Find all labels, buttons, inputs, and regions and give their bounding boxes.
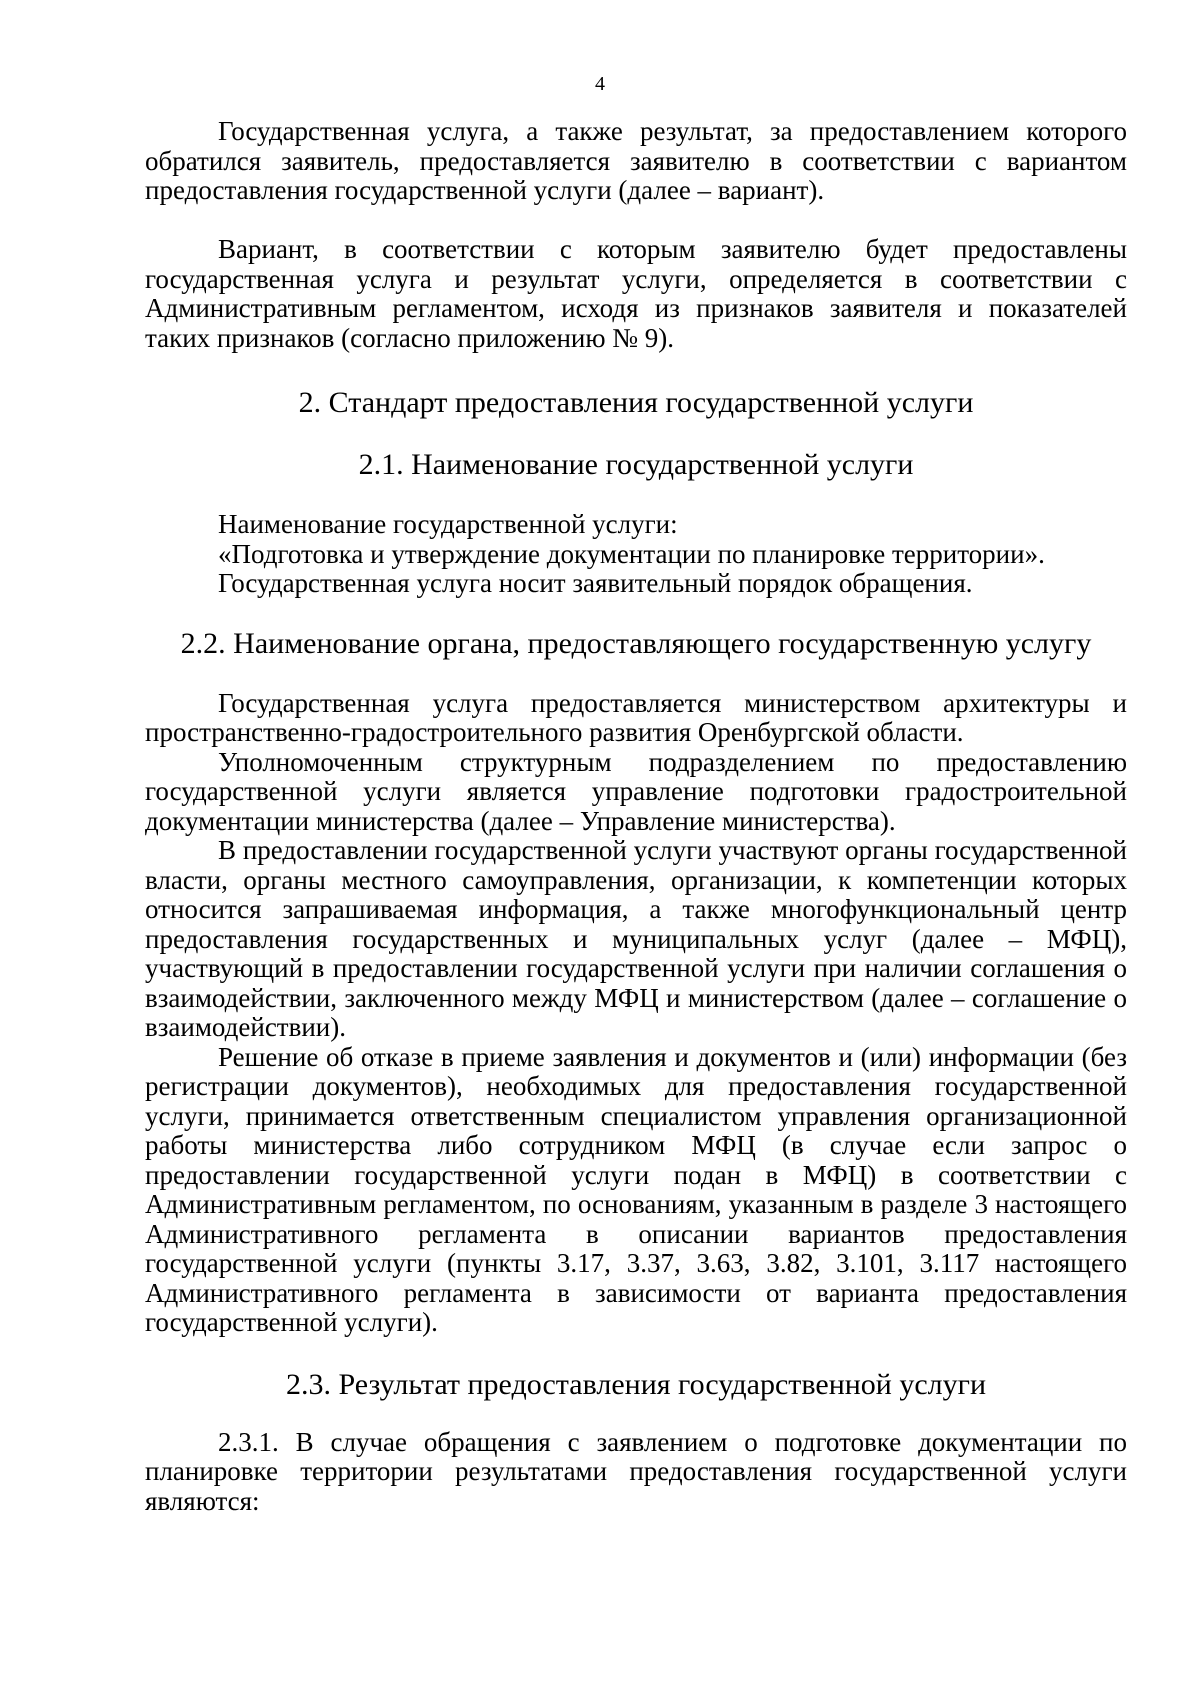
service-name-value: «Подготовка и утверждение документации по планировке территории».: [218, 538, 1045, 569]
paragraph: Государственная услуга, а также результат, за предоставлением которого обратился заявитель, предоставляется заявителю в соответствии с вариантом предоставления государственной услуги (далее – вариант).: [145, 116, 1127, 205]
service-name-label: Наименование государственной услуги:: [218, 509, 678, 539]
paragraph: Государственная услуга предоставляется министерством архитектуры и пространственно-градостроительного развития Оренбургской области.: [145, 687, 1127, 747]
section-heading-2-2: 2.2. Наименование органа, предоставляющего государственную услугу: [180, 626, 1092, 660]
paragraph: 2.3.1. В случае обращения с заявлением о подготовке документации по планировке территории результатами предоставления государственной услуги являются:: [145, 1426, 1127, 1516]
section-heading-2-3: 2.3. Результат предоставления государственной услуги: [285, 1367, 987, 1401]
service-procedure-note: Государственная услуга носит заявительный порядок обращения.: [218, 568, 973, 598]
paragraph: Вариант, в соответствии с которым заявителю будет предоставлены государственная услуга и результат услуги, определяется в соответствии с Административным регламентом, исходя из признаков заявителя и показателей таких признаков (согласно приложению № 9).: [145, 234, 1127, 353]
section-heading-2: 2. Стандарт предоставления государственной услуги: [298, 386, 974, 419]
paragraph: Решение об отказе в приеме заявления и документов и (или) информации (без регистрации документов), необходимых для предоставления государственной услуги, принимается ответственным специалистом управления организационной работы министерства либо сотрудником МФЦ (в случае если запрос о предоставлении государственной услуги подан в МФЦ) в соответствии с Административным регламентом, по основаниям, указанным в разделе 3 настоящего Административного регламента в описании вариантов предоставления государственной услуги (пункты 3.17, 3.37, 3.63, 3.82, 3.101, 3.117 настоящего Административного регламента в зависимости от варианта предоставления государственной услуги).: [145, 1041, 1127, 1337]
section-heading-2-1: 2.1. Наименование государственной услуги: [358, 448, 914, 481]
page-content: [145, 117, 1127, 1516]
page-number: 4: [595, 73, 605, 95]
paragraph: В предоставлении государственной услуги участвуют органы государственной власти, органы местного самоуправления, организации, к компетенции которых относится запрашиваемая информация, а также многофункциональный центр предоставления государственных и муниципальных услуг (далее – МФЦ), участвующий в предоставлении государственной услуги при наличии соглашения о взаимодействии, заключенного между МФЦ и министерством (далее – соглашение о взаимодействии).: [145, 835, 1127, 1042]
paragraph: Уполномоченным структурным подразделением по предоставлению государственной услуги является управление подготовки градостроительной документации министерства (далее – Управление министерства).: [145, 746, 1127, 836]
